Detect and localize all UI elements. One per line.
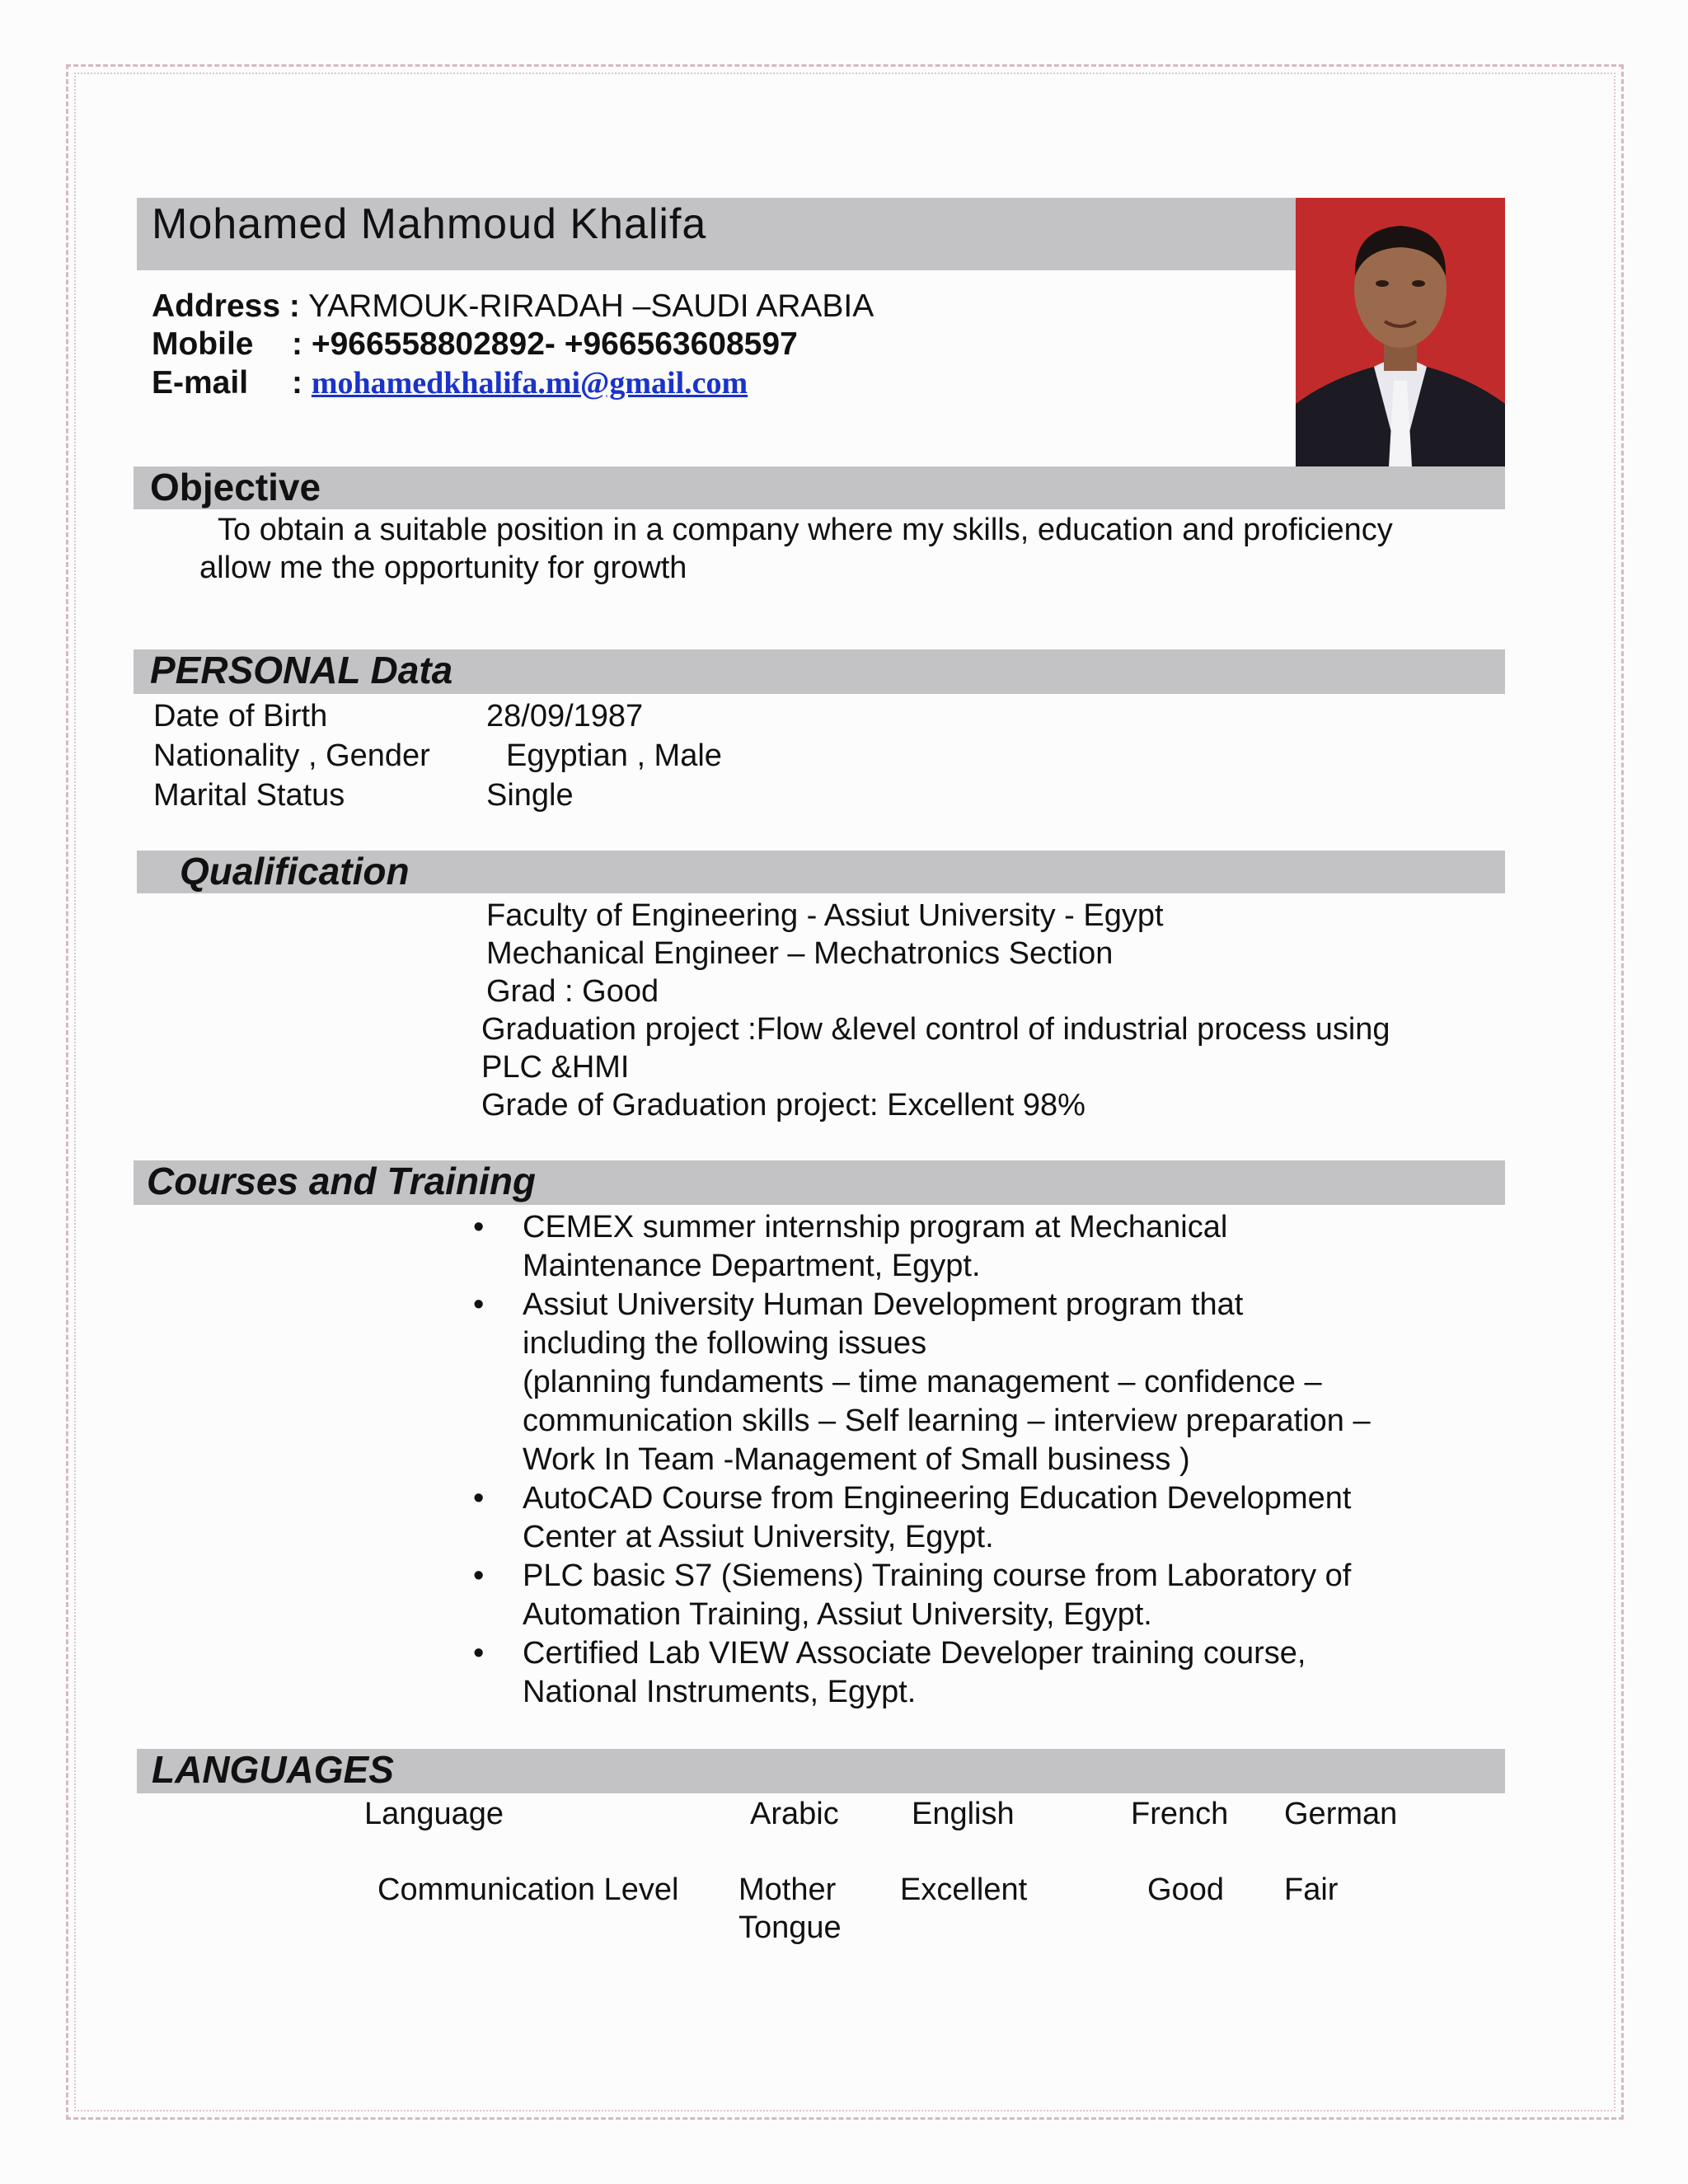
course-line: including the following issues — [523, 1326, 927, 1361]
course-item — [470, 1208, 1470, 1286]
qualification-line-4: Graduation project :Flow &level control of industrial process using — [481, 1012, 1390, 1047]
email-link[interactable]: mohamedkhalifa.mi@gmail.com — [311, 366, 748, 401]
address-line — [152, 288, 874, 325]
languages-heading: LANGUAGES — [152, 1748, 394, 1791]
qualification-line-5: PLC &HMI — [481, 1050, 630, 1085]
course-item — [470, 1286, 1470, 1479]
course-line: Maintenance Department, Egypt. — [523, 1249, 981, 1283]
marital-value: Single — [486, 778, 574, 813]
nationality-label: Nationality , Gender — [153, 738, 430, 773]
address-value: YARMOUK-RIRADAH –SAUDI ARABIA — [308, 288, 874, 324]
lang-header-german: German — [1284, 1797, 1398, 1831]
portrait-image — [1296, 198, 1505, 466]
qualification-line-1: Faculty of Engineering - Assiut University - Egypt — [486, 898, 1164, 933]
course-line: Work In Team -Management of Small business ) — [523, 1442, 1190, 1477]
objective-line-2: allow me the opportunity for growth — [199, 551, 687, 585]
course-line: AutoCAD Course from Engineering Education Development — [523, 1481, 1352, 1516]
qualification-heading: Qualification — [180, 850, 410, 893]
email-line — [152, 365, 748, 401]
course-line: CEMEX summer internship program at Mechanical — [523, 1210, 1228, 1244]
marital-label: Marital Status — [153, 778, 345, 813]
bullet-icon: • — [473, 1636, 485, 1671]
lang-level-arabic: Mother — [738, 1872, 837, 1907]
personal-heading: PERSONAL Data — [150, 649, 453, 691]
bullet-icon: • — [473, 1287, 485, 1322]
course-line: communication skills – Self learning – interview preparation – — [523, 1404, 1371, 1438]
objective-heading: Objective — [150, 466, 321, 509]
course-line: Center at Assiut University, Egypt. — [523, 1520, 994, 1554]
lang-level-arabic-extra: Tongue — [738, 1910, 842, 1945]
dob-label: Date of Birth — [153, 699, 328, 733]
objective-bar — [134, 466, 1505, 509]
lang-level-german: Fair — [1284, 1872, 1339, 1907]
email-separator: : — [292, 365, 302, 401]
objective-line-1: To obtain a suitable position in a company where my skills, education and proficiency — [218, 513, 1393, 547]
dob-value: 28/09/1987 — [486, 699, 644, 733]
lang-level-label: Communication Level — [377, 1872, 679, 1907]
bullet-icon: • — [473, 1558, 485, 1593]
lang-header-english: English — [912, 1797, 1015, 1831]
bullet-icon: • — [473, 1210, 485, 1244]
lang-level-french: Good — [1147, 1872, 1224, 1907]
qualification-line-2: Mechanical Engineer – Mechatronics Section — [486, 936, 1114, 971]
course-line: National Instruments, Egypt. — [523, 1675, 917, 1709]
qualification-line-3: Grad : Good — [486, 974, 659, 1009]
course-line: PLC basic S7 (Siemens) Training course from Laboratory of — [523, 1558, 1352, 1593]
profile-photo — [1296, 198, 1505, 466]
mobile-value: : +966558802892- +966563608597 — [292, 326, 798, 362]
course-line: (planning fundaments – time management – confidence – — [523, 1365, 1322, 1399]
course-item — [470, 1634, 1470, 1712]
address-label: Address : — [152, 288, 300, 324]
lang-header-arabic: Arabic — [750, 1797, 839, 1831]
candidate-name: Mohamed Mahmoud Khalifa — [152, 200, 707, 248]
nationality-value: Egyptian , Male — [506, 738, 722, 773]
course-item — [470, 1557, 1470, 1634]
bullet-icon: • — [473, 1481, 485, 1516]
lang-header-french: French — [1131, 1797, 1229, 1831]
lang-level-english: Excellent — [900, 1872, 1028, 1907]
email-label: E-mail — [152, 365, 249, 401]
courses-heading: Courses and Training — [147, 1160, 537, 1202]
courses-list — [470, 1208, 1470, 1712]
course-line: Automation Training, Assiut University, Egypt. — [523, 1597, 1152, 1632]
qualification-line-6: Grade of Graduation project: Excellent 98% — [481, 1088, 1085, 1122]
mobile-line — [152, 326, 798, 363]
course-line: Assiut University Human Development program that — [523, 1287, 1244, 1322]
course-item — [470, 1479, 1470, 1557]
mobile-label: Mobile — [152, 326, 254, 362]
course-line: Certified Lab VIEW Associate Developer training course, — [523, 1636, 1306, 1671]
lang-header-language: Language — [364, 1797, 504, 1831]
